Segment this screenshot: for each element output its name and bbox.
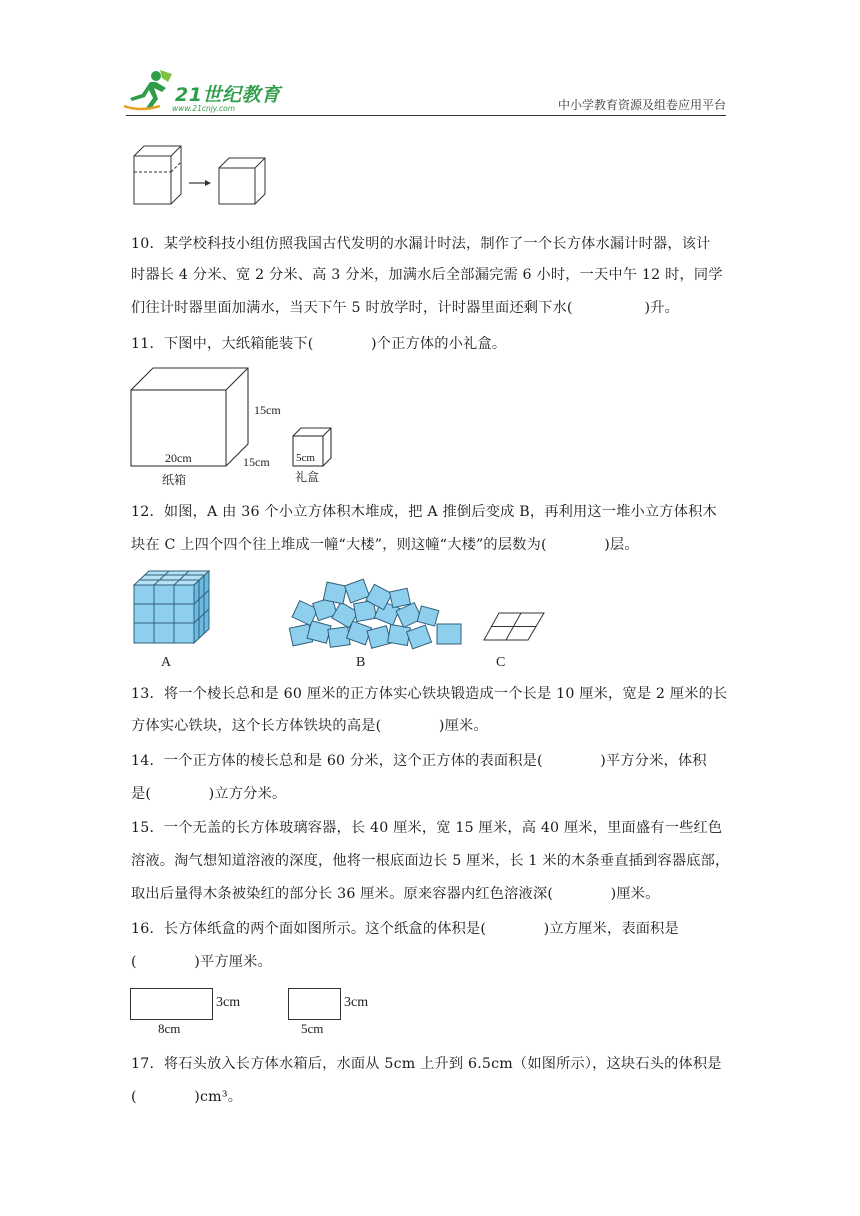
question-10-line-1: 10．某学校科技小组仿照我国古代发明的水漏计时法，制作了一个长方体水漏计时器，该计 [131, 236, 711, 252]
logo-text: 21世纪教育 [175, 84, 281, 106]
question-12-line-2: 块在 C 上四个四个往上堆成一幢“大楼”，则这幢“大楼”的层数为( )层。 [131, 537, 639, 553]
big-box-figure [130, 367, 255, 467]
label-c: C [496, 655, 506, 670]
question-10-line-3: 们往计时器里面加满水，当天下午 5 时放学时，计时器里面还剩下水( )升。 [131, 300, 680, 316]
question-14-line-1: 14．一个正方体的棱长总和是 60 分米，这个正方体的表面积是( )平方分米，体积 [131, 753, 707, 769]
box-name-label: 纸箱 [162, 473, 187, 487]
face-rect-1 [130, 988, 213, 1020]
face-1-height-label: 3cm [216, 995, 241, 1010]
face-2-width-label: 5cm [301, 1021, 324, 1036]
cuboid-to-cube-figure [133, 145, 283, 205]
header-platform-text: 中小学教育资源及组卷应用平台 [557, 98, 726, 112]
box-depth-label: 15cm [243, 455, 270, 469]
logo-runner-icon [120, 68, 180, 113]
question-16-line-1: 16．长方体纸盒的两个面如图所示。这个纸盒的体积是( )立方厘米，表面积是 [131, 921, 679, 937]
cube-stack-a-figure [133, 570, 228, 645]
face-2-height-label: 3cm [344, 995, 369, 1010]
question-15-line-3: 取出后量得木条被染红的部分长 36 厘米。原来容器内红色溶液深( )厘米。 [131, 886, 660, 902]
gift-side-label: 5cm [296, 452, 315, 464]
box-width-label: 20cm [165, 451, 192, 465]
label-b: B [356, 655, 366, 670]
face-rect-2 [288, 988, 341, 1020]
logo-url: www.21cnjy.com [172, 104, 236, 113]
question-17-line-1: 17．将石头放入长方体水箱后，水面从 5cm 上升到 6.5cm（如图所示），这块石头的体积是 [131, 1056, 722, 1072]
question-15-line-2: 溶液。淘气想知道溶液的深度，他将一根底面边长 5 厘米，长 1 米的木条垂直插到容器底部， [131, 853, 730, 869]
box-height-label: 15cm [254, 403, 281, 417]
face-1-width-label: 8cm [158, 1021, 181, 1036]
cube-pile-b-figure [285, 578, 470, 653]
question-16-line-2: ( )平方厘米。 [131, 954, 272, 970]
question-17-line-2: ( )cm³。 [131, 1089, 243, 1105]
header-divider [126, 115, 726, 116]
question-14-line-2: 是( )立方分米。 [131, 786, 287, 802]
question-13-line-2: 方体实心铁块，这个长方体铁块的高是( )厘米。 [131, 718, 488, 734]
question-13-line-1: 13．将一个棱长总和是 60 厘米的正方体实心铁块锻造成一个长是 10 厘米，宽是 2 厘米的长 [131, 686, 728, 702]
grid-c-figure [483, 612, 545, 642]
question-15-line-1: 15．一个无盖的长方体玻璃容器，长 40 厘米，宽 15 厘米，高 40 厘米，里面盛有一些红色 [131, 820, 723, 836]
question-12-line-1: 12．如图，A 由 36 个小立方体积木堆成，把 A 推倒后变成 B，再利用这一堆小立方体积木 [131, 504, 717, 520]
gift-name-label: 礼盒 [295, 470, 320, 484]
label-a: A [161, 655, 172, 670]
question-10-line-2: 时器长 4 分米、宽 2 分米、高 3 分米，加满水后全部漏完需 6 小时，一天中午 12 时，同学 [131, 267, 723, 283]
question-11-line-1: 11．下图中，大纸箱能装下( )个正方体的小礼盒。 [131, 336, 507, 352]
